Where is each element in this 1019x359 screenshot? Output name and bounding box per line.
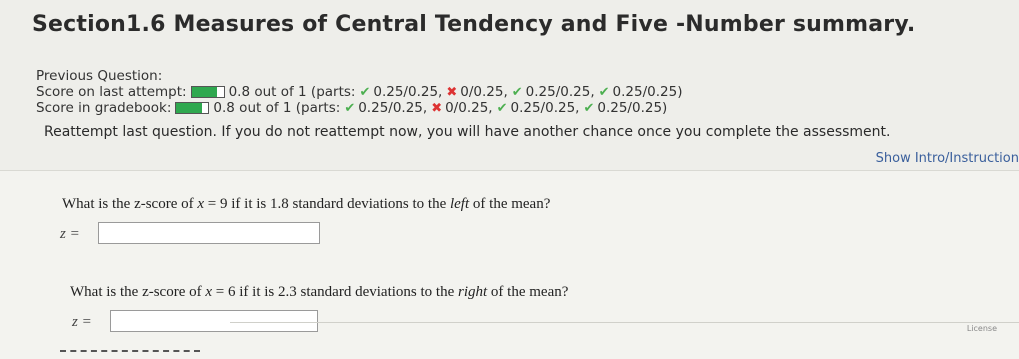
last-attempt-part-2-score: 0/0.25, [460,83,508,100]
divider [230,322,1019,323]
check-icon: ✔ [359,84,371,100]
check-icon: ✔ [583,100,595,116]
check-icon: ✔ [511,84,523,100]
previous-question-summary [36,68,682,116]
gradebook-label: Score in gradebook: [36,100,172,116]
gradebook-score-text: 0.8 out of 1 (parts: [213,100,341,116]
question-1-text: What is the z-score of x = 9 if it is 1.8 standard deviations to the left of the mean? [62,196,551,212]
question-1-answer-input[interactable] [98,222,320,244]
show-intro-link[interactable]: Show Intro/Instruction [875,151,1019,166]
cross-icon: ✖ [431,100,443,116]
gradebook-part-2-score: 0/0.25, [445,99,493,116]
last-attempt-part-4-score: 0.25/0.25) [612,83,683,100]
last-attempt-part-1-score: 0.25/0.25, [373,83,443,100]
last-attempt-part-3-score: 0.25/0.25, [525,83,595,100]
last-attempt-progress-fill [192,87,218,97]
gradebook-progress-bar [175,102,209,114]
cross-icon: ✖ [446,84,458,100]
gradebook-progress-fill [176,103,202,113]
check-icon: ✔ [496,100,508,116]
check-icon: ✔ [598,84,610,100]
page-title: Section1.6 Measures of Central Tendency and Five -Number summary. [32,12,916,37]
bottom-decoration [60,350,200,355]
gradebook-part-4-score: 0.25/0.25) [597,99,668,116]
question-2-answer-input[interactable] [110,310,318,332]
check-icon: ✔ [344,100,356,116]
question-1-answer-label: z = [60,226,80,242]
last-attempt-label: Score on last attempt: [36,84,187,100]
last-attempt-parts [355,84,682,101]
gradebook-row [36,100,682,116]
gradebook-part-1-score: 0.25/0.25, [358,99,428,116]
license-link[interactable]: License [966,324,997,333]
gradebook-parts [340,100,667,117]
last-attempt-score-text: 0.8 out of 1 (parts: [228,84,356,100]
last-attempt-row [36,84,682,100]
reattempt-link[interactable]: Reattempt last question. If you do not reattempt now, you will have another chance once you complete the assessment. [44,124,891,140]
question-2-answer-label: z = [72,314,92,330]
last-attempt-progress-bar [191,86,225,98]
previous-question-heading: Previous Question: [36,68,163,84]
question-2-text: What is the z-score of x = 6 if it is 2.3 standard deviations to the right of the mean? [70,284,569,300]
gradebook-part-3-score: 0.25/0.25, [510,99,580,116]
